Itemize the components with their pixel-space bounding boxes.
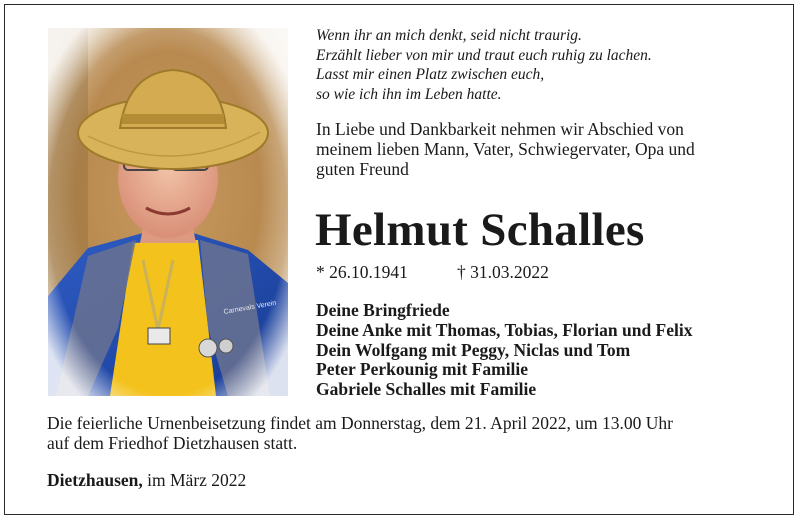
poem-line: so wie ich ihn im Leben hatte. <box>316 85 502 103</box>
burial-notice <box>47 413 673 453</box>
memorial-poem <box>316 26 776 104</box>
intro-line: In Liebe und Dankbarkeit nehmen wir Abschied von <box>316 119 684 139</box>
mourner-entry: Deine Bringfriede <box>316 300 450 320</box>
mourner-entry: Dein Wolfgang mit Peggy, Niclas und Tom <box>316 339 631 360</box>
place-date-line <box>47 470 246 491</box>
intro-line: guten Freund <box>316 159 409 179</box>
poem-line: Wenn ihr an mich denkt, seid nicht traurig. <box>316 27 582 44</box>
poem-line: Erzählt lieber von mir und traut euch ruhig zu lachen. <box>316 46 652 64</box>
deceased-name: Helmut Schalles <box>315 204 645 256</box>
place-date: im März 2022 <box>142 470 247 490</box>
birth-date: * 26.10.1941 <box>316 262 408 282</box>
intro-line: meinem lieben Mann, Vater, Schwiegervater, Opa und <box>316 139 695 159</box>
burial-line: Die feierliche Urnenbeisetzung findet am Donnerstag, dem 21. April 2022, um 13.00 Uhr <box>47 413 673 433</box>
mourner-entry: Gabriele Schalles mit Familie <box>316 379 537 400</box>
mourner-entry: Peter Perkounig mit Familie <box>316 359 529 380</box>
poem-line: Lasst mir einen Platz zwischen euch, <box>316 66 545 83</box>
mourner-entry: Deine Anke mit Thomas, Tobias, Florian und Felix <box>316 319 693 340</box>
farewell-intro <box>316 119 786 179</box>
death-date: † 31.03.2022 <box>457 262 549 282</box>
mourners-list <box>316 301 693 400</box>
portrait-photo <box>48 28 288 396</box>
place-town: Dietzhausen, <box>47 470 143 490</box>
burial-line: auf dem Friedhof Dietzhausen statt. <box>47 433 298 453</box>
